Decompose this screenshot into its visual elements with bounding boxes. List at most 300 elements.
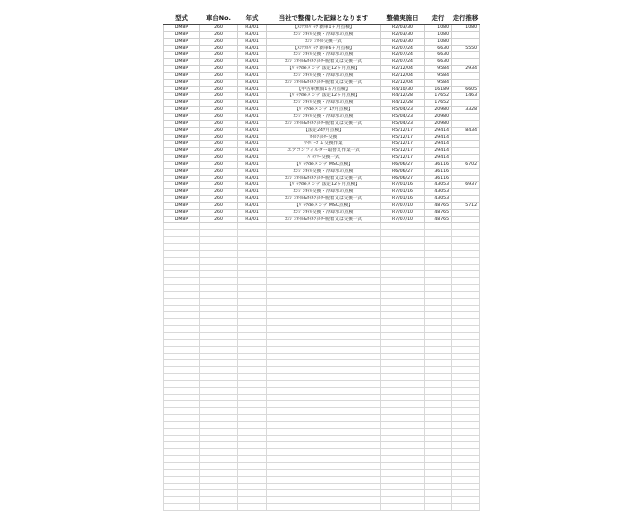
- cell-service-date: R5/04/23: [381, 120, 425, 127]
- header-record-description: 当社で整備した記録となります: [267, 10, 381, 25]
- cell-service-date: R5/04/23: [381, 107, 425, 114]
- empty-cell: [200, 387, 238, 394]
- empty-row: [164, 257, 480, 264]
- cell-service-date: R5/04/23: [381, 113, 425, 120]
- cell-model: DM8P: [164, 148, 200, 155]
- empty-cell: [200, 271, 238, 278]
- cell-model: DM8P: [164, 189, 200, 196]
- cell-mileage-delta: [452, 72, 480, 79]
- empty-cell: [238, 353, 267, 360]
- cell-chassis-no: 260: [200, 134, 238, 141]
- cell-chassis-no: 260: [200, 161, 238, 168]
- cell-description: ｴﾝｼﾞﾝｵｲﾙ交換・冷却水の点検: [267, 209, 381, 216]
- empty-row: [164, 346, 480, 353]
- empty-cell: [267, 435, 381, 442]
- empty-cell: [381, 504, 425, 511]
- empty-cell: [452, 428, 480, 435]
- empty-cell: [238, 298, 267, 305]
- empty-cell: [381, 374, 425, 381]
- empty-cell: [200, 421, 238, 428]
- cell-service-date: R4/10/30: [381, 86, 425, 93]
- empty-row: [164, 353, 480, 360]
- empty-cell: [164, 367, 200, 374]
- cell-model-year: R3/01: [238, 196, 267, 203]
- cell-model-year: R3/01: [238, 86, 267, 93]
- cell-chassis-no: 260: [200, 107, 238, 114]
- empty-cell: [238, 490, 267, 497]
- table-row: [164, 79, 480, 86]
- empty-cell: [200, 353, 238, 360]
- cell-service-date: R6/06/27: [381, 161, 425, 168]
- empty-cell: [267, 339, 381, 346]
- empty-cell: [452, 257, 480, 264]
- cell-chassis-no: 260: [200, 25, 238, 32]
- empty-cell: [200, 490, 238, 497]
- cell-model-year: R3/01: [238, 59, 267, 66]
- cell-description: エアコンフィルター取替え作業一式: [267, 148, 381, 155]
- cell-mileage-delta: [452, 134, 480, 141]
- empty-cell: [267, 360, 381, 367]
- empty-cell: [164, 257, 200, 264]
- cell-chassis-no: 260: [200, 86, 238, 93]
- empty-cell: [381, 463, 425, 470]
- empty-cell: [425, 291, 452, 298]
- cell-mileage: 9584: [425, 66, 452, 73]
- cell-description: 【法定24ｹ月点検】: [267, 127, 381, 134]
- empty-cell: [452, 346, 480, 353]
- empty-cell: [200, 456, 238, 463]
- empty-cell: [200, 237, 238, 244]
- cell-chassis-no: 260: [200, 45, 238, 52]
- empty-cell: [164, 319, 200, 326]
- cell-description: 【ﾊﾟｯｸdeメンテ MSC点検】: [267, 202, 381, 209]
- cell-model-year: R3/01: [238, 120, 267, 127]
- empty-cell: [164, 490, 200, 497]
- empty-cell: [452, 380, 480, 387]
- empty-cell: [381, 497, 425, 504]
- table-row: [164, 107, 480, 114]
- empty-cell: [238, 456, 267, 463]
- cell-chassis-no: 260: [200, 38, 238, 45]
- cell-mileage-delta: [452, 155, 480, 162]
- cell-mileage: 29414: [425, 148, 452, 155]
- table-row: [164, 113, 480, 120]
- empty-cell: [381, 346, 425, 353]
- empty-cell: [200, 483, 238, 490]
- cell-service-date: R2/12/04: [381, 79, 425, 86]
- table-row: [164, 66, 480, 73]
- cell-description: ｴﾝｼﾞﾝｵｲﾙ交換・冷却水の点検: [267, 72, 381, 79]
- empty-cell: [452, 319, 480, 326]
- empty-cell: [238, 394, 267, 401]
- empty-cell: [381, 415, 425, 422]
- cell-model: DM8P: [164, 127, 200, 134]
- table-row: [164, 141, 480, 148]
- empty-cell: [238, 463, 267, 470]
- empty-cell: [425, 374, 452, 381]
- table-row: [164, 45, 480, 52]
- empty-row: [164, 291, 480, 298]
- cell-mileage-delta: [452, 209, 480, 216]
- empty-cell: [238, 449, 267, 456]
- empty-cell: [381, 298, 425, 305]
- cell-model-year: R3/01: [238, 72, 267, 79]
- table-row: [164, 127, 480, 134]
- empty-cell: [200, 401, 238, 408]
- cell-mileage-delta: [452, 175, 480, 182]
- empty-cell: [267, 463, 381, 470]
- empty-cell: [267, 421, 381, 428]
- empty-cell: [267, 415, 381, 422]
- empty-cell: [238, 408, 267, 415]
- table-row: [164, 209, 480, 216]
- empty-cell: [238, 504, 267, 511]
- empty-cell: [164, 326, 200, 333]
- empty-cell: [164, 408, 200, 415]
- cell-chassis-no: 260: [200, 148, 238, 155]
- empty-cell: [267, 326, 381, 333]
- empty-cell: [425, 449, 452, 456]
- cell-model: DM8P: [164, 38, 200, 45]
- empty-cell: [425, 326, 452, 333]
- table-row: [164, 38, 480, 45]
- empty-cell: [238, 305, 267, 312]
- cell-mileage: 1080: [425, 38, 452, 45]
- empty-cell: [164, 421, 200, 428]
- empty-cell: [200, 312, 238, 319]
- cell-model: DM8P: [164, 72, 200, 79]
- empty-cell: [452, 421, 480, 428]
- table-row: [164, 120, 480, 127]
- cell-model: DM8P: [164, 209, 200, 216]
- cell-model-year: R3/01: [238, 209, 267, 216]
- cell-description: ｴﾝｼﾞﾝｵｲﾙ&ｵｲﾙﾌｨﾙﾀｰ脱着又は交換一式: [267, 59, 381, 66]
- empty-cell: [452, 326, 480, 333]
- empty-cell: [200, 442, 238, 449]
- empty-cell: [164, 483, 200, 490]
- cell-model-year: R3/01: [238, 66, 267, 73]
- table-row: [164, 182, 480, 189]
- empty-cell: [164, 504, 200, 511]
- empty-cell: [200, 298, 238, 305]
- cell-service-date: R5/12/17: [381, 155, 425, 162]
- cell-description: 【ﾊﾟｯｸdeメンテ 1ｹ月点検】: [267, 107, 381, 114]
- empty-cell: [381, 449, 425, 456]
- cell-model: DM8P: [164, 25, 200, 32]
- table-row: [164, 189, 480, 196]
- cell-model: DM8P: [164, 161, 200, 168]
- empty-cell: [381, 237, 425, 244]
- empty-cell: [164, 394, 200, 401]
- cell-service-date: R2/03/30: [381, 25, 425, 32]
- empty-cell: [452, 305, 480, 312]
- empty-cell: [200, 230, 238, 237]
- cell-chassis-no: 260: [200, 120, 238, 127]
- empty-cell: [238, 223, 267, 230]
- cell-model: DM8P: [164, 155, 200, 162]
- cell-mileage-delta: [452, 141, 480, 148]
- cell-mileage: 9584: [425, 79, 452, 86]
- empty-cell: [267, 346, 381, 353]
- cell-service-date: R7/01/16: [381, 196, 425, 203]
- empty-row: [164, 504, 480, 511]
- empty-cell: [425, 380, 452, 387]
- empty-cell: [381, 244, 425, 251]
- empty-row: [164, 332, 480, 339]
- empty-cell: [200, 497, 238, 504]
- cell-model-year: R3/01: [238, 168, 267, 175]
- empty-cell: [381, 264, 425, 271]
- empty-cell: [425, 435, 452, 442]
- cell-description: 【ﾒﾝﾃﾌﾙﾊﾟｯｸ 新車1ヶ月点検】: [267, 25, 381, 32]
- empty-cell: [267, 285, 381, 292]
- cell-service-date: R7/01/16: [381, 189, 425, 196]
- empty-row: [164, 408, 480, 415]
- cell-model: DM8P: [164, 196, 200, 203]
- cell-mileage: 36116: [425, 175, 452, 182]
- cell-chassis-no: 260: [200, 100, 238, 107]
- cell-description: 【ﾊﾟｯｸdeメンテ 法定12ヶ月点検】: [267, 182, 381, 189]
- empty-cell: [238, 428, 267, 435]
- cell-chassis-no: 260: [200, 209, 238, 216]
- empty-cell: [238, 326, 267, 333]
- cell-chassis-no: 260: [200, 189, 238, 196]
- cell-mileage-delta: 1080: [452, 25, 480, 32]
- empty-cell: [452, 298, 480, 305]
- empty-cell: [452, 244, 480, 251]
- empty-cell: [425, 278, 452, 285]
- empty-cell: [452, 456, 480, 463]
- empty-cell: [425, 401, 452, 408]
- cell-model: DM8P: [164, 107, 200, 114]
- empty-cell: [381, 490, 425, 497]
- cell-model-year: R3/01: [238, 202, 267, 209]
- cell-service-date: R7/07/10: [381, 202, 425, 209]
- empty-cell: [200, 291, 238, 298]
- empty-row: [164, 374, 480, 381]
- cell-description: ｵｲﾙﾌｨﾙﾀｰ交換: [267, 134, 381, 141]
- empty-row: [164, 394, 480, 401]
- empty-cell: [200, 250, 238, 257]
- cell-description: 【中古車無償1ヵ月点検】: [267, 86, 381, 93]
- empty-cell: [200, 285, 238, 292]
- table-row: [164, 168, 480, 175]
- cell-mileage: 36116: [425, 168, 452, 175]
- cell-model: DM8P: [164, 86, 200, 93]
- cell-model: DM8P: [164, 45, 200, 52]
- empty-cell: [164, 312, 200, 319]
- empty-cell: [267, 305, 381, 312]
- cell-model-year: R3/01: [238, 127, 267, 134]
- empty-cell: [381, 250, 425, 257]
- empty-cell: [425, 469, 452, 476]
- cell-model: DM8P: [164, 59, 200, 66]
- empty-cell: [164, 469, 200, 476]
- cell-chassis-no: 260: [200, 72, 238, 79]
- empty-cell: [381, 428, 425, 435]
- empty-cell: [452, 237, 480, 244]
- empty-cell: [452, 497, 480, 504]
- cell-mileage-delta: [452, 38, 480, 45]
- cell-description: ｴﾝｼﾞﾝｵｲﾙ交換・冷却水の点検: [267, 31, 381, 38]
- empty-cell: [164, 380, 200, 387]
- empty-cell: [200, 223, 238, 230]
- empty-cell: [425, 319, 452, 326]
- empty-cell: [267, 483, 381, 490]
- empty-cell: [200, 244, 238, 251]
- empty-cell: [164, 374, 200, 381]
- empty-cell: [452, 469, 480, 476]
- empty-cell: [200, 435, 238, 442]
- cell-service-date: R2/12/04: [381, 72, 425, 79]
- cell-chassis-no: 260: [200, 113, 238, 120]
- cell-mileage-delta: [452, 168, 480, 175]
- empty-row: [164, 319, 480, 326]
- cell-mileage-delta: [452, 196, 480, 203]
- cell-model-year: R3/01: [238, 93, 267, 100]
- empty-cell: [238, 237, 267, 244]
- empty-cell: [452, 271, 480, 278]
- empty-row: [164, 223, 480, 230]
- cell-mileage-delta: 1463: [452, 93, 480, 100]
- empty-cell: [267, 237, 381, 244]
- empty-cell: [164, 264, 200, 271]
- cell-model-year: R3/01: [238, 216, 267, 223]
- table-row: [164, 52, 480, 59]
- cell-model-year: R3/01: [238, 31, 267, 38]
- empty-cell: [425, 367, 452, 374]
- cell-mileage: 29414: [425, 141, 452, 148]
- empty-row: [164, 401, 480, 408]
- empty-cell: [238, 264, 267, 271]
- maintenance-table: [163, 10, 480, 511]
- empty-row: [164, 421, 480, 428]
- empty-cell: [238, 421, 267, 428]
- empty-cell: [452, 435, 480, 442]
- cell-description: ｴﾝｼﾞﾝｵｲﾙ交換・冷却水の点検: [267, 168, 381, 175]
- empty-cell: [164, 278, 200, 285]
- cell-mileage-delta: 8434: [452, 127, 480, 134]
- empty-cell: [381, 469, 425, 476]
- empty-cell: [267, 244, 381, 251]
- cell-chassis-no: 260: [200, 175, 238, 182]
- empty-cell: [164, 353, 200, 360]
- empty-cell: [200, 449, 238, 456]
- empty-cell: [381, 271, 425, 278]
- cell-chassis-no: 260: [200, 141, 238, 148]
- cell-model-year: R3/01: [238, 38, 267, 45]
- table-row: [164, 175, 480, 182]
- cell-model: DM8P: [164, 141, 200, 148]
- empty-cell: [425, 305, 452, 312]
- empty-cell: [164, 339, 200, 346]
- empty-cell: [238, 319, 267, 326]
- cell-mileage: 48765: [425, 216, 452, 223]
- empty-cell: [200, 319, 238, 326]
- header-row: [164, 10, 480, 25]
- empty-cell: [381, 380, 425, 387]
- empty-cell: [425, 271, 452, 278]
- empty-cell: [452, 291, 480, 298]
- cell-mileage: 1080: [425, 31, 452, 38]
- cell-mileage-delta: [452, 31, 480, 38]
- cell-description: 【ﾒﾝﾃﾌﾙﾊﾟｯｸ 新車6ヶ月点検】: [267, 45, 381, 52]
- cell-mileage: 48765: [425, 209, 452, 216]
- empty-cell: [267, 223, 381, 230]
- empty-cell: [452, 504, 480, 511]
- empty-cell: [238, 442, 267, 449]
- empty-cell: [425, 483, 452, 490]
- empty-cell: [425, 490, 452, 497]
- empty-cell: [425, 250, 452, 257]
- empty-cell: [238, 312, 267, 319]
- header-chassis-no: 車台No.: [200, 10, 238, 25]
- empty-cell: [200, 305, 238, 312]
- empty-cell: [267, 264, 381, 271]
- cell-service-date: R2/03/30: [381, 38, 425, 45]
- empty-cell: [381, 401, 425, 408]
- cell-mileage: 48765: [425, 202, 452, 209]
- cell-mileage: 1080: [425, 25, 452, 32]
- empty-cell: [267, 312, 381, 319]
- empty-cell: [200, 339, 238, 346]
- empty-cell: [381, 353, 425, 360]
- maintenance-record-sheet: [163, 10, 479, 511]
- empty-row: [164, 237, 480, 244]
- empty-cell: [425, 332, 452, 339]
- empty-cell: [425, 285, 452, 292]
- cell-model-year: R3/01: [238, 113, 267, 120]
- empty-cell: [200, 374, 238, 381]
- cell-service-date: R7/01/16: [381, 182, 425, 189]
- empty-row: [164, 449, 480, 456]
- cell-mileage-delta: [452, 59, 480, 66]
- empty-cell: [238, 374, 267, 381]
- header-mileage: 走行: [425, 10, 452, 25]
- empty-cell: [200, 264, 238, 271]
- empty-cell: [267, 353, 381, 360]
- cell-model: DM8P: [164, 120, 200, 127]
- cell-model: DM8P: [164, 93, 200, 100]
- cell-model-year: R3/01: [238, 79, 267, 86]
- cell-model-year: R3/01: [238, 155, 267, 162]
- cell-model: DM8P: [164, 66, 200, 73]
- empty-cell: [200, 463, 238, 470]
- empty-cell: [238, 380, 267, 387]
- cell-service-date: R6/06/27: [381, 168, 425, 175]
- cell-service-date: R6/06/27: [381, 175, 425, 182]
- cell-mileage: 6630: [425, 52, 452, 59]
- cell-mileage-delta: 6605: [452, 86, 480, 93]
- cell-mileage: 6630: [425, 59, 452, 66]
- header-service-date: 整備実施日: [381, 10, 425, 25]
- cell-mileage-delta: [452, 52, 480, 59]
- table-row: [164, 93, 480, 100]
- empty-cell: [164, 442, 200, 449]
- empty-cell: [381, 483, 425, 490]
- empty-cell: [267, 332, 381, 339]
- cell-description: ｴﾝｼﾞﾝｵｲﾙ&ｵｲﾙﾌｨﾙﾀｰ脱着又は交換一式: [267, 175, 381, 182]
- cell-mileage: 43053: [425, 196, 452, 203]
- empty-cell: [425, 312, 452, 319]
- empty-cell: [452, 278, 480, 285]
- empty-cell: [267, 490, 381, 497]
- empty-cell: [200, 469, 238, 476]
- empty-cell: [452, 394, 480, 401]
- empty-cell: [238, 367, 267, 374]
- cell-mileage: 17652: [425, 100, 452, 107]
- cell-chassis-no: 260: [200, 66, 238, 73]
